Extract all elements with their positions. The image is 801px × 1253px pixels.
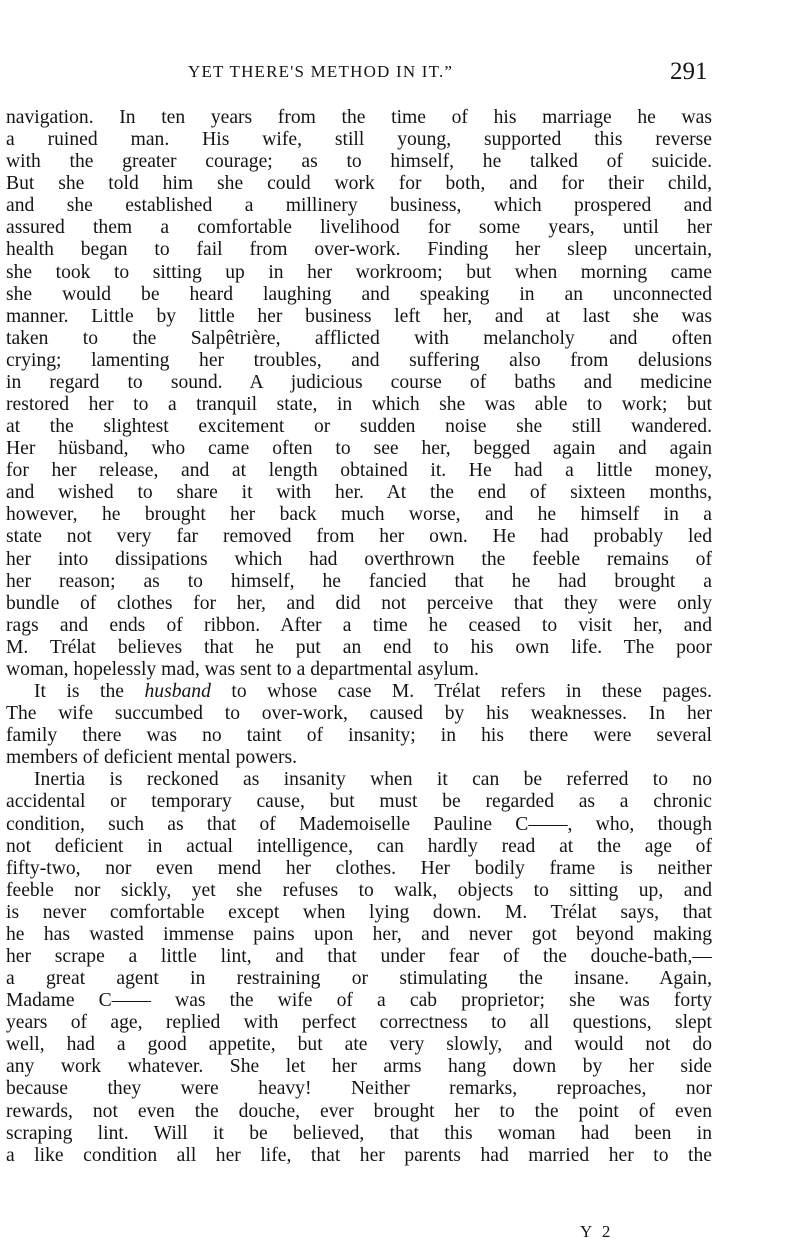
text-line: for her release, and at length obtained it. He had a little money, xyxy=(6,460,712,482)
text-line: Inertia is reckoned as insanity when it can be referred to no xyxy=(34,769,712,791)
text-line: state not very far removed from her own. He had probably led xyxy=(6,526,712,548)
text-segment: to whose case M. Trélat refers in these pages. xyxy=(231,681,712,703)
paragraph xyxy=(6,107,712,681)
running-head xyxy=(0,58,801,88)
text-line: woman, hopelessly mad, was sent to a departmental asylum. xyxy=(6,658,479,680)
text-line: rewards, not even the douche, ever brought her to the point of even xyxy=(6,1100,712,1122)
text-line: restored her to a tranquil state, in which she was able to work; but xyxy=(6,394,712,416)
text-line: But she told him she could work for both, and for their child, xyxy=(6,173,712,195)
text-line: crying; lamenting her troubles, and suffering also from delusions xyxy=(6,349,712,371)
body-text xyxy=(6,107,712,1167)
text-line: her into dissipations which had overthrown the feeble remains of xyxy=(6,548,712,570)
paragraph xyxy=(6,769,712,1166)
text-line: accidental or temporary cause, but must be regarded as a chronic xyxy=(6,791,712,813)
text-line: he has wasted immense pains upon her, and never got beyond making xyxy=(6,923,712,945)
text-line: and she established a millinery business, which prospered and xyxy=(6,195,712,217)
text-line: well, had a good appetite, but ate very slowly, and would not do xyxy=(6,1034,712,1056)
text-line: manner. Little by little her business left her, and at last she was xyxy=(6,305,712,327)
text-line: and wished to share it with her. At the end of sixteen months, xyxy=(6,482,712,504)
text-line: a great agent in restraining or stimulating the insane. Again, xyxy=(6,968,712,990)
text-line: scraping lint. Will it be believed, that this woman had been in xyxy=(6,1122,712,1144)
running-title: YET THERE'S METHOD IN IT.” xyxy=(188,62,454,81)
page-number: 291 xyxy=(670,58,708,85)
text-line: assured them a comfortable livelihood for some years, until her xyxy=(6,217,712,239)
emphasis-husband: husband xyxy=(144,681,211,703)
text-line: M. Trélat believes that he put an end to his own life. The poor xyxy=(6,636,712,658)
text-line: not deficient in actual intelligence, can hardly read at the age of xyxy=(6,835,712,857)
text-line: rags and ends of ribbon. After a time he ceased to visit her, and xyxy=(6,614,712,636)
text-line: Madame C—— was the wife of a cab proprietor; she was forty xyxy=(6,990,712,1012)
text-line: with the greater courage; as to himself, he talked of suicide. xyxy=(6,151,712,173)
text-line: she would be heard laughing and speaking in an unconnected xyxy=(6,283,712,305)
text-line: Her hüsband, who came often to see her, begged again and again xyxy=(6,438,712,460)
text-line: condition, such as that of Mademoiselle Pauline C——, who, though xyxy=(6,813,712,835)
text-line: her scrape a little lint, and that under fear of the douche-bath,— xyxy=(6,945,712,967)
text-line: years of age, replied with perfect correctness to all questions, slept xyxy=(6,1012,712,1034)
text-line: however, he brought her back much worse, and he himself in a xyxy=(6,504,712,526)
text-line: in regard to sound. A judicious course of baths and medicine xyxy=(6,371,712,393)
text-line: taken to the Salpêtrière, afflicted with melancholy and often xyxy=(6,327,712,349)
text-line: navigation. In ten years from the time of his marriage he was xyxy=(6,107,712,128)
signature-mark: Y 2 xyxy=(580,1222,614,1241)
text-line: bundle of clothes for her, and did not perceive that they were only xyxy=(6,592,712,614)
text-line: members of deficient mental powers. xyxy=(6,747,298,769)
text-line: is never comfortable except when lying down. M. Trélat says, that xyxy=(6,901,712,923)
text-line: health began to fail from over-work. Finding her sleep uncertain, xyxy=(6,239,712,261)
text-line xyxy=(6,681,712,703)
text-line: she took to sitting up in her workroom; but when morning came xyxy=(6,261,712,283)
text-segment: It is the xyxy=(34,681,124,703)
text-line: at the slightest excitement or sudden noise she still wandered. xyxy=(6,416,712,438)
text-line: family there was no taint of insanity; in his there were several xyxy=(6,725,712,747)
text-line: The wife succumbed to over-work, caused by his weaknesses. In her xyxy=(6,703,712,725)
text-line: her reason; as to himself, he fancied that he had brought a xyxy=(6,570,712,592)
text-line: a ruined man. His wife, still young, supported this reverse xyxy=(6,129,712,151)
text-line: any work whatever. She let her arms hang down by her side xyxy=(6,1056,712,1078)
text-line: because they were heavy! Neither remarks, reproaches, nor xyxy=(6,1078,712,1100)
text-line: fifty-two, nor even mend her clothes. Her bodily frame is neither xyxy=(6,857,712,879)
text-line: feeble nor sickly, yet she refuses to walk, objects to sitting up, and xyxy=(6,879,712,901)
paragraph xyxy=(6,681,712,769)
text-line: a like condition all her life, that her parents had married her to the xyxy=(6,1144,712,1166)
